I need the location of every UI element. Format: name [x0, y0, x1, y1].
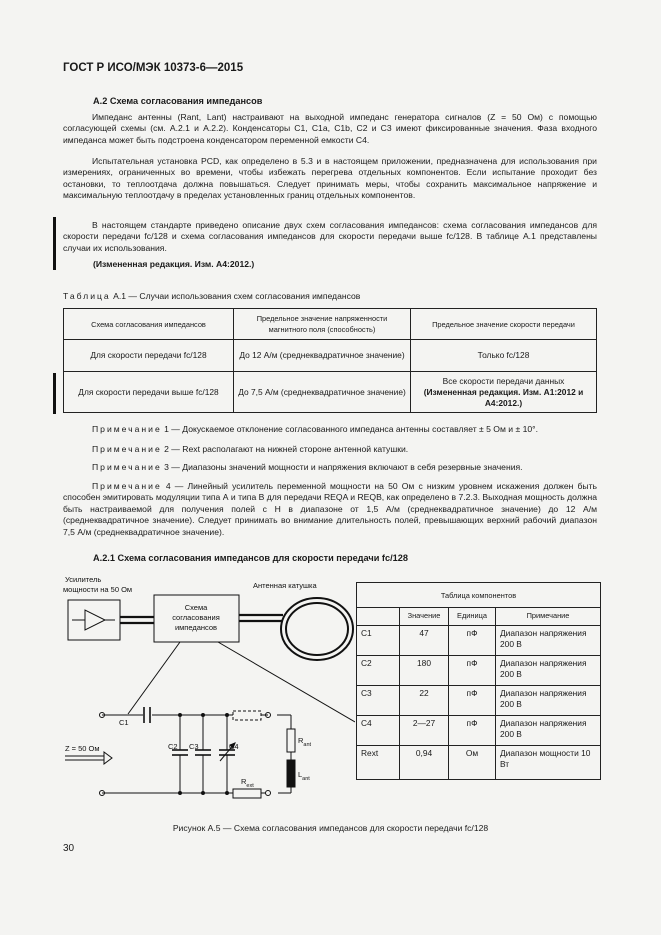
amplifier-triangle-icon	[85, 610, 105, 630]
table-cell: Для скорости передачи выше fc/128	[64, 372, 234, 413]
table-cell: До 7,5 А/м (среднеквадратичное значение)	[234, 372, 411, 413]
box-label-1: Схема	[184, 603, 208, 612]
page-number: 30	[63, 843, 75, 854]
table1-header: Предельное значение напряженности магнитного поля (способность)	[234, 309, 411, 340]
box-label-3: импедансов	[174, 623, 218, 632]
components-table: Таблица компонентов Значение Единица Примечание C1 47 пФ Диапазон напряжения 200 В C2 180 пФ Диапазон напряжения 200 В C3 22 пФ Диапазон напряжения 200 В C4 2—27 пФ Диапазон напряжения 200 В Rext 0,94 Ом Диапазон мощности 10 Вт	[356, 582, 601, 780]
paragraph-3: В настоящем стандарте приведено описание двух схем согласования импедансов: схема согласования импедансов для скорости передачи fc/128 и схема согласования импедансов для скорости передачи выше fc/128. В таблице А.1 представлены случаи их использования.	[63, 220, 597, 253]
circuit-diagram	[55, 572, 355, 807]
lant-label: $L_{ant}$	[298, 770, 310, 782]
paragraph-1: Импеданс антенны (Rant, Lant) настраивают на выходной импеданс генератора сигналов (Z = 50 Ом) с помощью согласующей схемы (см. А.2.1 и А.2.2). Конденсаторы С1, С1а, С1b, С2 и С3 имеют фиксированные значения. Фаза входного импеданса может быть подстроена конденсатором переменной емкости С4.	[63, 112, 597, 145]
section-title: А.2 Схема согласования импедансов	[93, 96, 263, 106]
rant-resistor	[287, 729, 295, 752]
coil-label: Антенная катушка	[253, 581, 317, 590]
rant-label: $R_{ant}$	[298, 736, 312, 748]
note-3: Примечание 3 — Диапазоны значений мощности и напряжения включают в себя резервные значения.	[92, 462, 523, 472]
table1-caption: Таблица А.1 — Случаи использования схем согласования импедансов	[63, 291, 361, 301]
comp-name: C2	[357, 656, 400, 686]
z-label: Z = 50 Ом	[65, 744, 100, 753]
table-cell: Только fc/128	[411, 340, 597, 372]
rext-resistor	[233, 789, 261, 798]
note-1: Примечание 1 — Докускаемое отклонение согласованного импеданса антенны составляет ± 5 Ом и ± 10°.	[92, 424, 538, 434]
table2-header: Примечание	[496, 608, 601, 626]
paragraph-3-edit: (Измененная редакция. Изм. А4:2012.)	[93, 259, 255, 269]
comp-name: C4	[357, 716, 400, 746]
change-bar	[53, 373, 56, 414]
c4-label: C4	[229, 742, 239, 751]
dashed-component	[233, 711, 261, 720]
table2-header: Единица	[449, 608, 496, 626]
components-table-title: Таблица компонентов	[357, 583, 601, 608]
antenna-coil-icon	[281, 598, 353, 660]
document-header: ГОСТ Р ИСО/МЭК 10373-6—2015	[63, 62, 244, 74]
table-cell: Для скорости передачи fc/128	[64, 340, 234, 372]
table1-header: Схема согласования импедансов	[64, 309, 234, 340]
rext-label: $R_{ext}$	[241, 777, 254, 789]
arrow-right-icon	[104, 752, 112, 764]
note-4: Примечание 4 — Линейный усилитель переменной мощности на 50 Ом с низким уровнем искажения должен быть способен эмитировать модуляции типа А и типа В для передачи REQA и REQB, как определено в 7.2.3. Выходная мощность должна быть настраиваемой для получения полей с H в диапазоне от 1,5 А/м (среднеквадратичное значение) до 12 А/м (среднеквадратичное значение). Следует принимать во внимание длительность полей, превышающих верхний рабочий диапазон 7,5 А/м (среднеквадратичное значение).	[63, 481, 597, 537]
subsection-title: А.2.1 Схема согласования импедансов для скорости передачи fc/128	[93, 553, 408, 563]
paragraph-2: Испытательная установка PCD, как определено в 5.3 и в настоящем приложении, предназначена для использования при измерениях, ограниченных во времени, чтобы избежать перегрева отдельных компонентов. Если испытание проходит без остановки, то теплоотдача должна повышаться. Следует принимать меры, чтобы сохранить максимальное напряжение и максимальную теплоотдачу в пределах установленных границ отдельных компонентов.	[63, 156, 597, 201]
table-a1	[63, 308, 597, 413]
figure-caption: Рисунок А.5 — Схема согласования импедансов для скорости передачи fc/128	[172, 823, 489, 833]
terminal	[266, 791, 271, 796]
table-cell: До 12 А/м (среднеквадратичное значение)	[234, 340, 411, 372]
c3-label: C3	[189, 742, 199, 751]
lant-inductor	[287, 760, 295, 787]
table1-header: Предельное значение скорости передачи	[411, 309, 597, 340]
comp-name: Rext	[357, 746, 400, 780]
table2-header: Значение	[400, 608, 449, 626]
note-2: Примечание 2 — Rext располагают на нижней стороне антенной катушки.	[92, 444, 409, 454]
table-cell: Все скорости передачи данных (Измененная редакция. Изм. А1:2012 и А4:2012.)	[411, 372, 597, 413]
amp-label-1: Усилитель	[65, 575, 102, 584]
box-label-2: согласования	[172, 613, 220, 622]
c1-label: C1	[119, 718, 129, 727]
c2-label: C2	[168, 742, 178, 751]
comp-name: C3	[357, 686, 400, 716]
amp-label-2: мощности на 50 Ом	[63, 585, 133, 594]
comp-name: C1	[357, 626, 400, 656]
change-bar	[53, 217, 56, 270]
